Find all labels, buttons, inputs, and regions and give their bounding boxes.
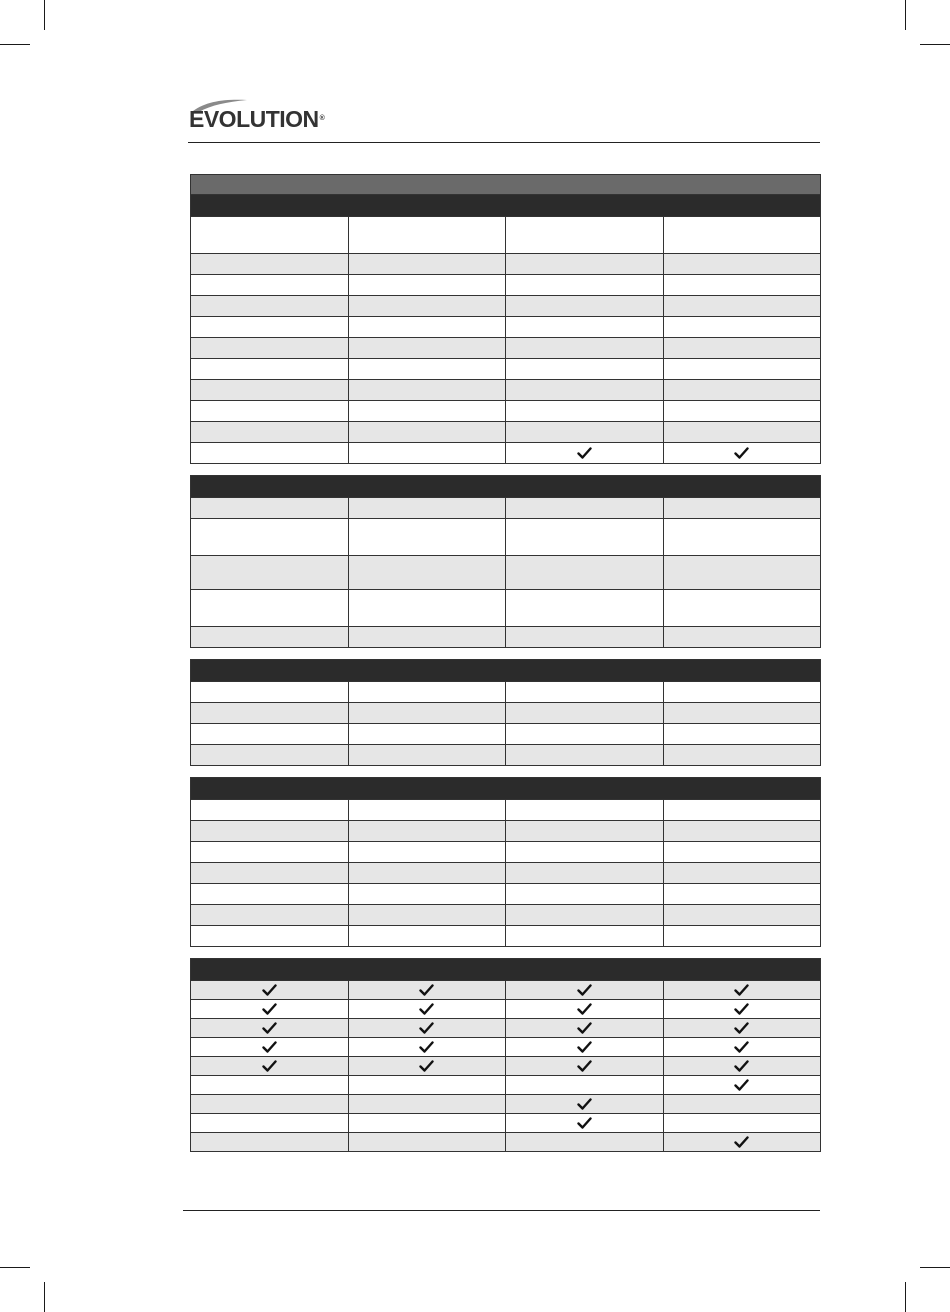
table-cell [663, 443, 821, 463]
check-icon [262, 1060, 277, 1072]
table-cell [663, 724, 821, 744]
table-cell [348, 863, 506, 883]
table-cell [191, 1019, 348, 1037]
table-cell [191, 254, 348, 274]
table-cell [191, 926, 348, 946]
table-cell [663, 380, 821, 400]
crop-mark [0, 1267, 30, 1268]
table-cell [348, 703, 506, 723]
table-title-bar [190, 174, 821, 195]
check-icon [577, 447, 592, 459]
table-cell [348, 359, 506, 379]
table-cell [663, 519, 821, 555]
table-row [191, 820, 820, 841]
table-cell [663, 275, 821, 295]
table-cell [191, 627, 348, 647]
table-cell [505, 884, 663, 904]
crop-mark [920, 1267, 950, 1268]
table-cell [505, 443, 663, 463]
section-header [191, 195, 820, 216]
table-cell [663, 556, 821, 589]
table-cell [191, 519, 348, 555]
spec-section [190, 659, 821, 766]
table-cell [663, 217, 821, 253]
table-cell [191, 498, 348, 518]
crop-mark [905, 0, 906, 30]
check-icon [262, 1022, 277, 1034]
table-cell [663, 1057, 821, 1075]
check-icon [262, 1003, 277, 1015]
table-cell [348, 1114, 506, 1132]
table-cell [663, 821, 821, 841]
table-row [191, 358, 820, 379]
table-cell [191, 1095, 348, 1113]
table-cell [663, 296, 821, 316]
table-cell [505, 724, 663, 744]
table-cell [505, 926, 663, 946]
table-cell [191, 1114, 348, 1132]
table-row [191, 421, 820, 442]
check-icon [419, 1041, 434, 1053]
table-cell [348, 1038, 506, 1056]
logo-text: EVOLUTION® [189, 106, 325, 132]
table-cell [348, 401, 506, 421]
check-icon [419, 1003, 434, 1015]
table-row [191, 1056, 820, 1075]
table-cell [505, 401, 663, 421]
table-cell [505, 905, 663, 925]
table-cell [505, 821, 663, 841]
table-cell [663, 905, 821, 925]
table-cell [505, 317, 663, 337]
table-cell [191, 401, 348, 421]
table-cell [348, 254, 506, 274]
table-cell [348, 884, 506, 904]
table-cell [348, 1019, 506, 1037]
table-cell [191, 821, 348, 841]
table-cell [191, 217, 348, 253]
table-row [191, 862, 820, 883]
section-header [191, 476, 820, 497]
table-cell [663, 1133, 821, 1151]
crop-mark [44, 0, 45, 30]
table-cell [348, 556, 506, 589]
table-cell [663, 401, 821, 421]
table-cell [191, 296, 348, 316]
table-row [191, 883, 820, 904]
table-row [191, 999, 820, 1018]
table-cell [191, 703, 348, 723]
table-cell [663, 800, 821, 820]
section-header [191, 959, 820, 980]
table-row [191, 681, 820, 702]
table-cell [348, 590, 506, 626]
table-cell [191, 682, 348, 702]
table-row [191, 626, 820, 647]
table-cell [191, 1057, 348, 1075]
table-cell [663, 498, 821, 518]
table-row [191, 295, 820, 316]
table-cell [191, 800, 348, 820]
table-cell [505, 682, 663, 702]
table-cell [348, 724, 506, 744]
table-cell [505, 703, 663, 723]
table-cell [348, 217, 506, 253]
specification-table [190, 174, 821, 1152]
table-cell [191, 443, 348, 463]
table-cell [348, 296, 506, 316]
check-icon [419, 984, 434, 996]
table-row [191, 337, 820, 358]
table-cell [348, 317, 506, 337]
table-row [191, 723, 820, 744]
crop-mark [905, 1282, 906, 1312]
table-cell [505, 519, 663, 555]
check-icon [577, 1041, 592, 1053]
table-cell [348, 981, 506, 999]
table-cell [191, 359, 348, 379]
table-cell [663, 981, 821, 999]
table-cell [348, 1133, 506, 1151]
table-cell [663, 317, 821, 337]
table-cell [348, 498, 506, 518]
check-icon [577, 1003, 592, 1015]
check-icon [577, 984, 592, 996]
table-cell [348, 422, 506, 442]
check-icon [734, 1041, 749, 1053]
table-cell [505, 981, 663, 999]
table-cell [663, 590, 821, 626]
table-cell [505, 1114, 663, 1132]
table-cell [348, 1076, 506, 1094]
table-cell [348, 682, 506, 702]
table-cell [348, 926, 506, 946]
table-cell [663, 842, 821, 862]
table-cell [191, 981, 348, 999]
table-cell [191, 905, 348, 925]
table-row [191, 442, 820, 463]
table-cell [191, 338, 348, 358]
table-cell [505, 863, 663, 883]
check-icon [734, 1079, 749, 1091]
table-cell [505, 556, 663, 589]
table-row [191, 497, 820, 518]
table-cell [191, 1076, 348, 1094]
spec-section [190, 195, 821, 464]
table-cell [191, 275, 348, 295]
table-cell [505, 1000, 663, 1018]
table-cell [348, 821, 506, 841]
check-icon [577, 1117, 592, 1129]
table-cell [348, 627, 506, 647]
table-cell [663, 1076, 821, 1094]
table-cell [191, 317, 348, 337]
table-row [191, 1018, 820, 1037]
table-row [191, 274, 820, 295]
table-row [191, 1094, 820, 1113]
table-cell [663, 926, 821, 946]
table-row [191, 216, 820, 253]
table-row [191, 980, 820, 999]
table-cell [191, 590, 348, 626]
table-cell [663, 682, 821, 702]
spec-section [190, 475, 821, 648]
table-row [191, 1113, 820, 1132]
table-cell [663, 1038, 821, 1056]
table-row [191, 589, 820, 626]
table-cell [505, 745, 663, 765]
check-icon [262, 984, 277, 996]
table-cell [191, 1133, 348, 1151]
table-cell [191, 724, 348, 744]
table-cell [191, 745, 348, 765]
table-cell [348, 745, 506, 765]
table-cell [505, 498, 663, 518]
crop-mark [920, 44, 950, 45]
check-icon [419, 1060, 434, 1072]
check-icon [734, 984, 749, 996]
section-header [191, 660, 820, 681]
table-cell [663, 1000, 821, 1018]
table-row [191, 1132, 820, 1151]
table-cell [348, 380, 506, 400]
table-cell [191, 842, 348, 862]
table-cell [505, 296, 663, 316]
table-cell [663, 1095, 821, 1113]
table-cell [191, 380, 348, 400]
table-cell [348, 275, 506, 295]
table-cell [191, 422, 348, 442]
table-cell [505, 1019, 663, 1037]
table-cell [505, 359, 663, 379]
table-cell [191, 556, 348, 589]
table-cell [348, 519, 506, 555]
table-row [191, 799, 820, 820]
table-cell [505, 1057, 663, 1075]
table-row [191, 925, 820, 946]
table-cell [505, 422, 663, 442]
table-cell [348, 1095, 506, 1113]
table-cell [505, 1133, 663, 1151]
table-cell [348, 1057, 506, 1075]
table-cell [348, 338, 506, 358]
table-cell [663, 1114, 821, 1132]
table-cell [505, 800, 663, 820]
table-cell [505, 254, 663, 274]
table-row [191, 555, 820, 589]
table-cell [191, 863, 348, 883]
table-cell [505, 275, 663, 295]
spec-section [190, 958, 821, 1152]
table-cell [663, 359, 821, 379]
table-cell [505, 380, 663, 400]
table-cell [663, 627, 821, 647]
check-icon [734, 1003, 749, 1015]
table-cell [663, 703, 821, 723]
table-cell [505, 842, 663, 862]
table-cell [663, 254, 821, 274]
table-cell [663, 1019, 821, 1037]
check-icon [734, 447, 749, 459]
table-cell [663, 338, 821, 358]
table-cell [348, 800, 506, 820]
check-icon [734, 1022, 749, 1034]
table-row [191, 379, 820, 400]
table-cell [505, 338, 663, 358]
check-icon [419, 1022, 434, 1034]
table-cell [663, 863, 821, 883]
table-row [191, 1037, 820, 1056]
table-cell [505, 1076, 663, 1094]
table-row [191, 253, 820, 274]
table-row [191, 518, 820, 555]
evolution-logo [189, 104, 359, 130]
crop-mark [44, 1282, 45, 1312]
table-cell [505, 590, 663, 626]
table-row [191, 904, 820, 925]
table-cell [663, 745, 821, 765]
footer-divider [183, 1210, 820, 1211]
table-cell [348, 1000, 506, 1018]
table-cell [663, 884, 821, 904]
table-cell [191, 1038, 348, 1056]
table-row [191, 841, 820, 862]
check-icon [577, 1098, 592, 1110]
check-icon [577, 1060, 592, 1072]
table-row [191, 702, 820, 723]
table-cell [505, 627, 663, 647]
table-row [191, 744, 820, 765]
table-cell [348, 443, 506, 463]
check-icon [734, 1060, 749, 1072]
table-cell [663, 422, 821, 442]
table-cell [348, 905, 506, 925]
table-cell [191, 884, 348, 904]
table-cell [505, 217, 663, 253]
table-row [191, 400, 820, 421]
check-icon [734, 1136, 749, 1148]
crop-mark [0, 44, 30, 45]
spec-section [190, 777, 821, 947]
check-icon [262, 1041, 277, 1053]
table-row [191, 316, 820, 337]
table-cell [505, 1095, 663, 1113]
section-header [191, 778, 820, 799]
check-icon [577, 1022, 592, 1034]
table-cell [191, 1000, 348, 1018]
header-divider [188, 142, 820, 143]
table-row [191, 1075, 820, 1094]
table-cell [505, 1038, 663, 1056]
table-cell [348, 842, 506, 862]
